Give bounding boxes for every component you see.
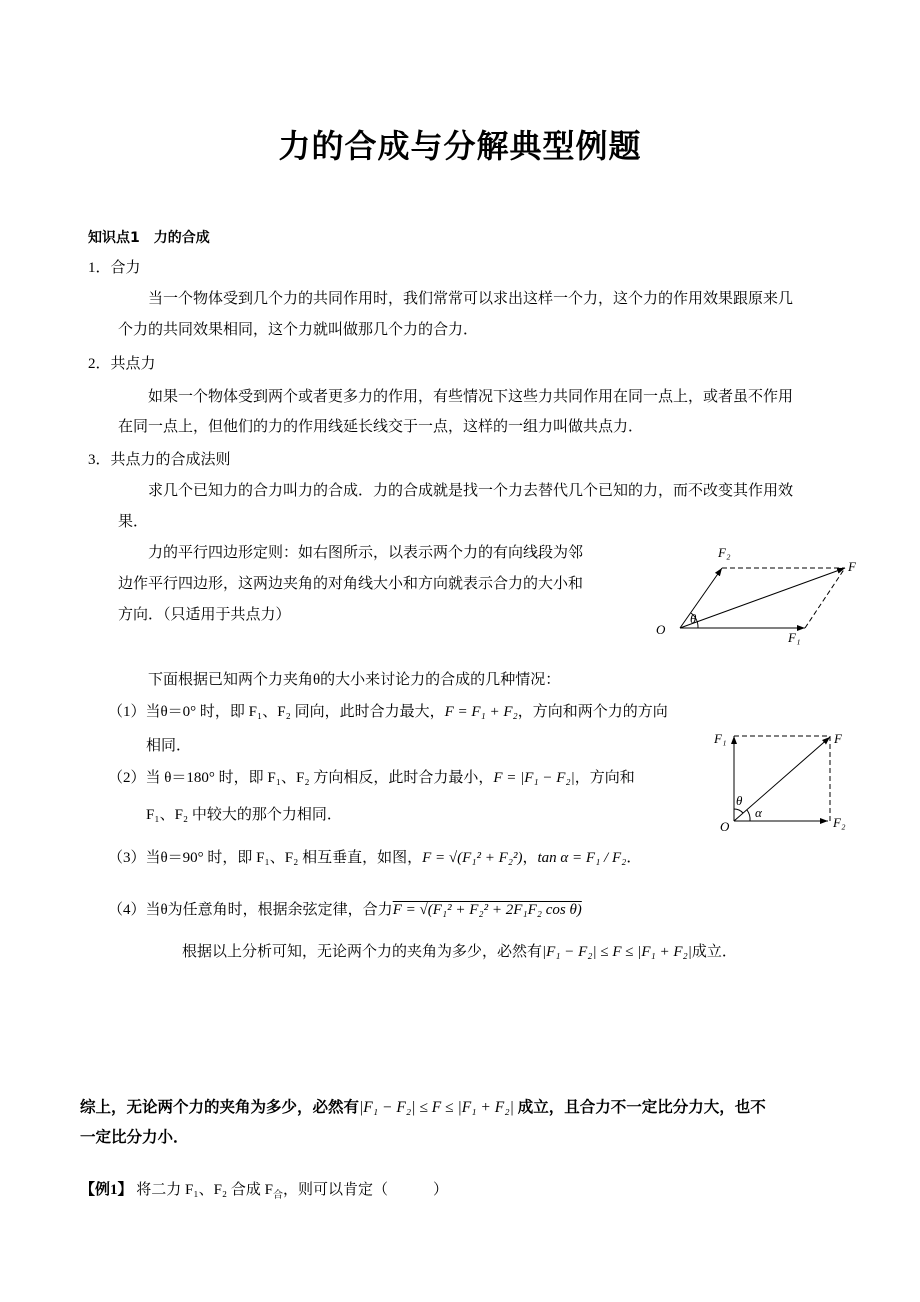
summary-cont: 一定比分力小． xyxy=(80,1129,189,1146)
resultant-vector xyxy=(680,568,845,628)
label-alpha: α xyxy=(755,805,762,820)
formula: |F₁ − F₂| ≤ F ≤ |F₁ + F₂| xyxy=(542,944,692,960)
summary xyxy=(80,1098,766,1118)
subscript: 合 xyxy=(273,1190,284,1201)
formula: F = |F₁ − F₂| xyxy=(493,770,575,786)
conclusion-text: 成立． xyxy=(691,944,737,960)
item-label: 3．共点力的合成法则 xyxy=(88,452,231,468)
case-text: ． xyxy=(626,850,642,866)
label-theta: θ xyxy=(690,611,697,626)
summary-text: 综上，无论两个力的夹角为多少，必然有 xyxy=(80,1099,360,1116)
paragraph-line: 个力的共同效果相同，这个力就叫做那几个力的合力． xyxy=(118,322,479,338)
formula: tan α = F₁ / F₂ xyxy=(537,850,627,866)
label-f: F xyxy=(848,559,856,574)
label-f2: F₂ xyxy=(718,545,731,560)
label-f2: F₂ xyxy=(833,815,846,830)
case-2 xyxy=(108,768,635,788)
page-title: 力的合成与分解典型例题 xyxy=(278,128,642,164)
item-label: 2．共点力 xyxy=(88,356,156,372)
case-2-cont: F₁、F₂ 中较大的那个力相同． xyxy=(146,807,342,823)
case-4 xyxy=(108,900,582,920)
formula: F = √(F₁² + F₂² + 2F₁F₂ cos θ) xyxy=(392,902,582,918)
f2-vector xyxy=(680,568,722,628)
paragraph-line: 当一个物体受到几个力的共同作用时，我们常常可以求出这样一个力，这个力的作用效果跟原来几 xyxy=(148,291,794,307)
section-heading: 知识点1 力的合成 xyxy=(88,230,210,246)
example-1 xyxy=(80,1180,448,1206)
case-3 xyxy=(108,848,641,868)
case-text: ，方向和两个力的方向 xyxy=(517,704,668,720)
formula: F = √(F₁² + F₂²) xyxy=(422,850,523,866)
case-text: （4）当θ为任意角时，根据余弦定律，合力 xyxy=(108,902,393,918)
label-f: F xyxy=(834,731,842,746)
conclusion xyxy=(182,942,737,962)
example-text: ，则可以肯定（ ） xyxy=(283,1182,449,1198)
formula: F = F₁ + F₂ xyxy=(444,704,518,720)
case-text: （2）当 θ＝180° 时，即 F₁、F₂ 方向相反，此时合力最小， xyxy=(108,770,494,786)
paragraph-line: 边作平行四边形，这两边夹角的对角线大小和方向就表示合力的大小和 xyxy=(118,576,584,592)
label-o: O xyxy=(720,819,730,834)
case-1-cont: 相同． xyxy=(146,738,192,754)
paragraph-line: 方向．（只适用于共点力） xyxy=(118,607,291,623)
paragraph-line: 果． xyxy=(118,514,149,530)
label-f1: F₁ xyxy=(714,731,727,746)
case-text: （3）当θ＝90° 时，即 F₁、F₂ 相互垂直，如图， xyxy=(108,850,423,866)
example-text: 将二力 F₁、F₂ 合成 F xyxy=(132,1182,274,1198)
label-o: O xyxy=(656,622,666,637)
formula: |F₁ − F₂| ≤ F ≤ |F₁ + F₂| xyxy=(359,1099,514,1116)
paragraph-line: 求几个已知力的合力叫力的合成．力的合成就是找一个力去替代几个已知的力，而不改变其作用效 xyxy=(148,483,794,499)
conclusion-text: 根据以上分析可知，无论两个力的夹角为多少，必然有 xyxy=(182,944,543,960)
intro-line: 下面根据已知两个力夹角θ的大小来讨论力的合成的几种情况： xyxy=(148,672,561,688)
parallelogram-diagram xyxy=(650,545,870,645)
summary-text: 成立，且合力不一定比分力大，也不 xyxy=(513,1099,766,1116)
case-1 xyxy=(108,702,668,722)
case-text: ，方向和 xyxy=(574,770,635,786)
paragraph-line: 力的平行四边形定则：如右图所示，以表示两个力的有向线段为邻 xyxy=(148,545,584,561)
paragraph-line: 在同一点上，但他们的力的作用线延长线交于一点，这样的一组力叫做共点力． xyxy=(118,419,644,435)
example-label: 【例1】 xyxy=(80,1182,133,1198)
case-text: ， xyxy=(522,850,538,866)
label-theta: θ xyxy=(736,793,743,808)
case-text: （1）当θ＝0° 时，即 F₁、F₂ 同向，此时合力最大， xyxy=(108,704,445,720)
perpendicular-diagram xyxy=(700,725,870,835)
paragraph-line: 如果一个物体受到两个或者更多力的作用，有些情况下这些力共同作用在同一点上，或者虽不作用 xyxy=(148,389,794,405)
item-label: 1．合力 xyxy=(88,260,141,276)
label-f1: F₁ xyxy=(788,630,801,645)
